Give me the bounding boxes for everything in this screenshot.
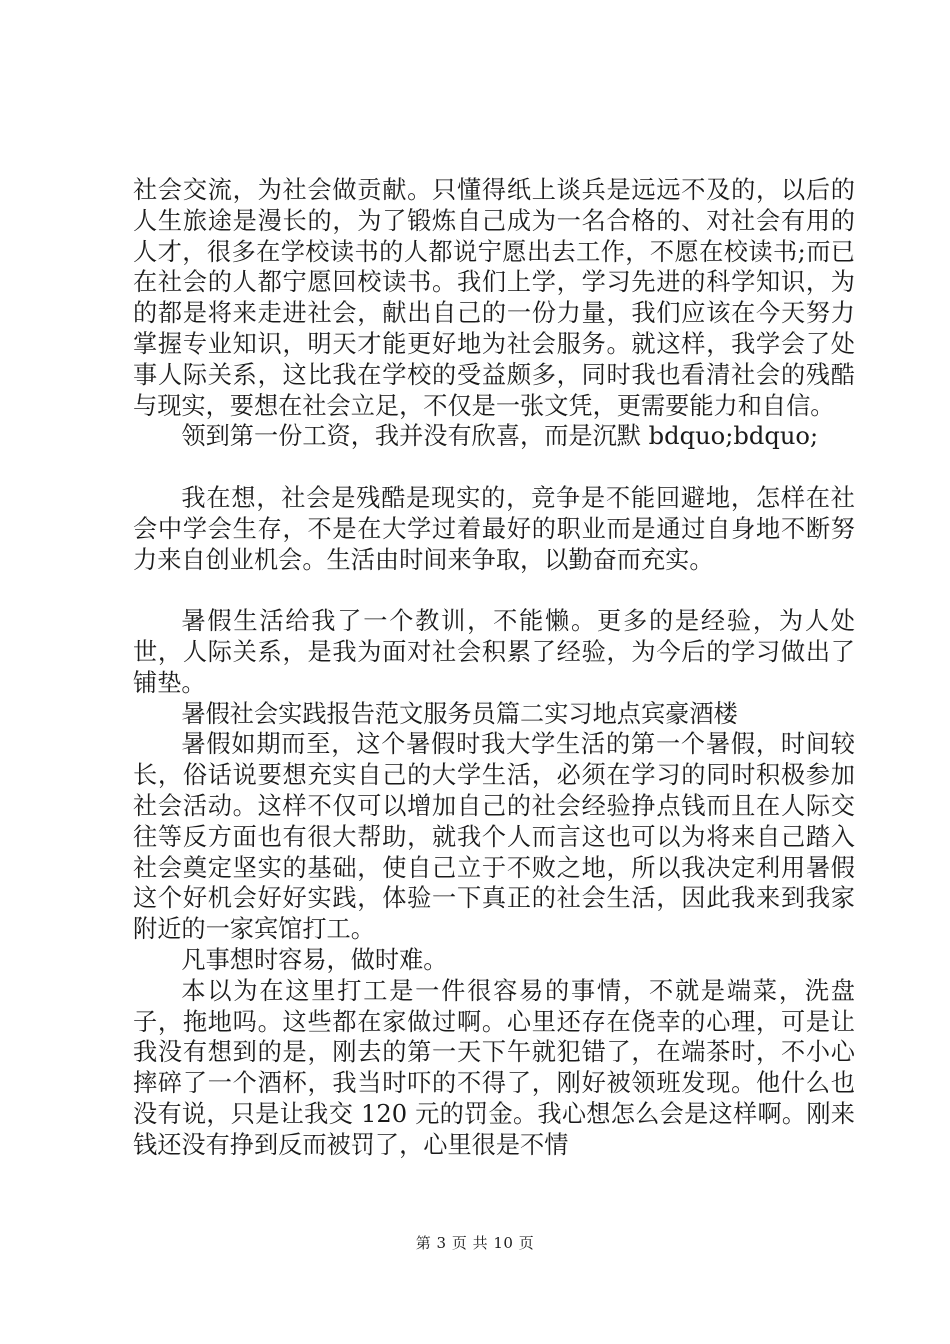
paragraph-3: 我在想，社会是残酷是现实的，竞争是不能回避地，怎样在社会中学会生存，不是在大学过着最好的职业而是通过自身地不断努力来自创业机会。生活由时间来争取，以勤奋而充实。	[133, 483, 855, 574]
body-text	[133, 175, 855, 1161]
page-footer: 第 3 页 共 10 页	[415, 1234, 535, 1252]
paragraph-1: 社会交流，为社会做贡献。只懂得纸上谈兵是远远不及的，以后的人生旅途是漫长的，为了锻炼自己成为一名合格的、对社会有用的人才，很多在学校读书的人都说宁愿出去工作，不愿在校读书;而已在社会的人都宁愿回校读书。我们上学，学习先进的科学知识，为的都是将来走进社会，献出自己的一份力量，我们应该在今天努力掌握专业知识，明天才能更好地为社会服务。就这样，我学会了处事人际关系，这比我在学校的受益颇多，同时我也看清社会的残酷与现实，要想在社会立足，不仅是一张文凭，更需要能力和自信。	[133, 176, 855, 420]
section-heading: 暑假社会实践报告范文服务员篇二实习地点宾豪酒楼	[181, 699, 738, 728]
paragraph-6: 凡事想时容易，做时难。	[181, 945, 448, 974]
paragraph-7: 本以为在这里打工是一件很容易的事情，不就是端菜，洗盘子，拖地吗。这些都在家做过啊。心里还存在侥幸的心理，可是让我没有想到的是，刚去的第一天下午就犯错了，在端茶时，不小心摔碎了一个酒杯，我当时吓的不得了，刚好被领班发现。他什么也没有说，只是让我交 120 元的罚金。我心想怎么会是这样啊。刚来钱还没有挣到反而被罚了，心里很是不情	[133, 976, 855, 1159]
blank-line	[133, 452, 855, 483]
paragraph-4: 暑假生活给我了一个教训，不能懒。更多的是经验，为人处世，人际关系，是我为面对社会积累了经验，为今后的学习做出了铺垫。	[133, 607, 855, 697]
paragraph-5: 暑假如期而至，这个暑假时我大学生活的第一个暑假，时间较长，俗话说要想充实自己的大学生活，必须在学习的同时积极参加社会活动。这样不仅可以增加自己的社会经验挣点钱而且在人际交往等反方面也有很大帮助，就我个人而言这也可以为将来自己踏入社会奠定坚实的基础，使自己立于不败之地，所以我决定利用暑假这个好机会好好实践，体验一下真正的社会生活，因此我来到我家附近的一家宾馆打工。	[133, 730, 855, 944]
paragraph-2: 领到第一份工资，我并没有欣喜，而是沉默 bdquo;bdquo;	[181, 422, 819, 451]
blank-line	[133, 575, 855, 606]
